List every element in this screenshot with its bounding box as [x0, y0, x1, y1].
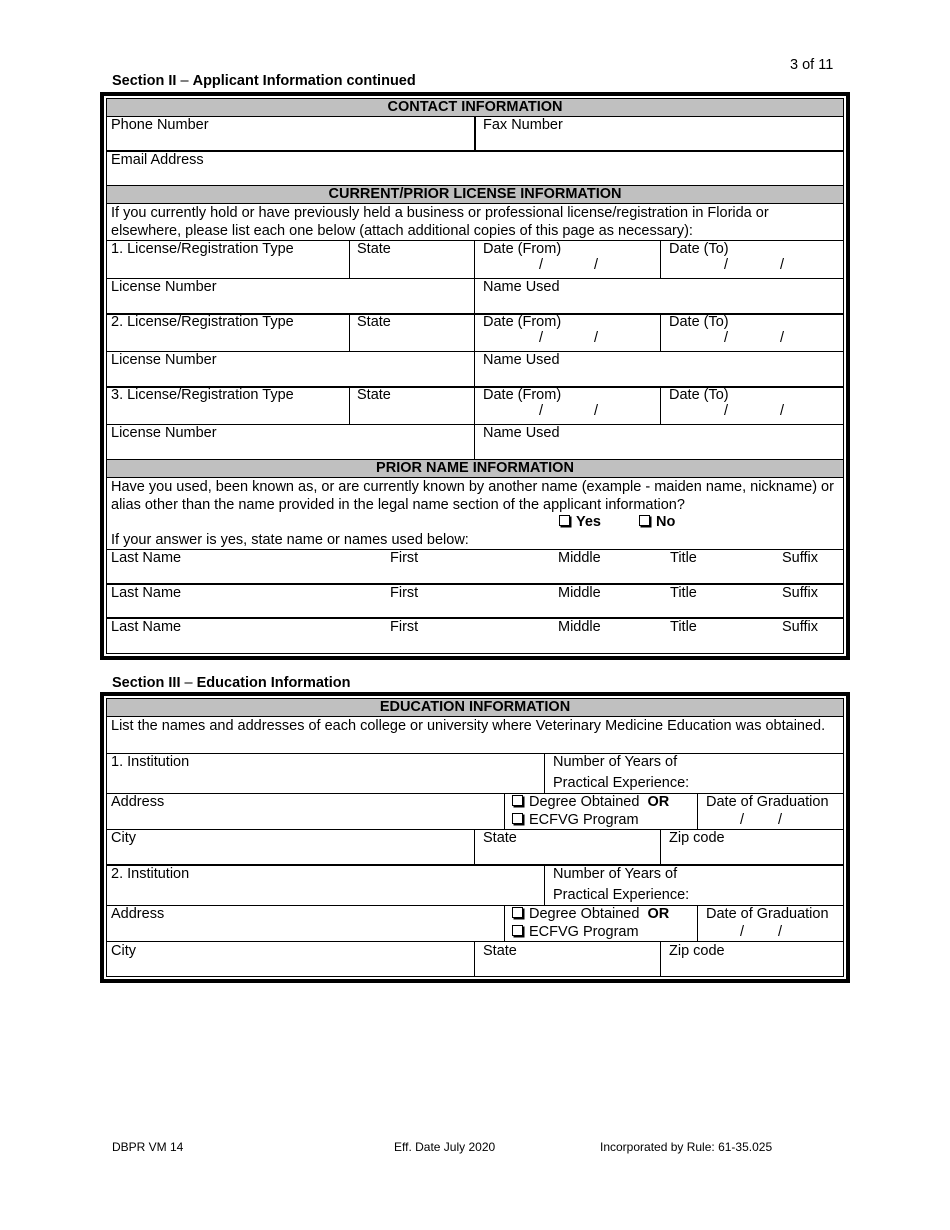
institution-2-years-label: Number of Years of	[553, 866, 678, 882]
license-1-date-to-slash-1: /	[724, 257, 729, 273]
institution-2-label: 2. Institution	[111, 866, 190, 882]
section-3-label: Section III	[112, 675, 181, 691]
institution-2-graduation-label: Date of Graduation	[706, 906, 829, 922]
page-number: 3 of 11	[790, 57, 834, 73]
license-instructions: If you currently hold or have previously held a business or professional license/registration in Florida or elsewhere, please list each one below (attach additional copies of this page as necessary):	[111, 205, 769, 239]
if-yes-instruction: If your answer is yes, state name or names used below:	[111, 532, 469, 548]
license-3-number-label: License Number	[111, 425, 217, 441]
institution-1-graduation-label: Date of Graduation	[706, 794, 829, 810]
section-2-dash: –	[176, 73, 193, 89]
email-address-label: Email Address	[111, 152, 204, 168]
footer-rule: Incorporated by Rule: 61-35.025	[600, 1140, 773, 1154]
license-header: CURRENT/PRIOR LICENSE INFORMATION	[107, 185, 843, 204]
license-3-date-from-label: Date (From)	[483, 387, 562, 403]
institution-1-label: 1. Institution	[111, 754, 190, 770]
name-1-last-label: Last Name	[111, 550, 182, 566]
institution-2-or-label: OR	[647, 906, 670, 922]
license-2-date-to-label: Date (To)	[669, 314, 729, 330]
education-instructions: List the names and addresses of each college or university where Veterinary Medicine Education was obtained.	[111, 718, 826, 734]
license-2-date-from-label: Date (From)	[483, 314, 562, 330]
footer-form-id: DBPR VM 14	[112, 1140, 184, 1154]
institution-2-degree-label: Degree Obtained	[529, 906, 640, 922]
institution-2-address-label: Address	[111, 906, 165, 922]
license-1-date-from-slash-1: /	[539, 257, 544, 273]
institution-2-grad-slash-2: /	[778, 924, 783, 940]
license-3-date-from-slash-1: /	[539, 403, 544, 419]
name-2-last-label: Last Name	[111, 585, 182, 601]
license-2-state-label: State	[357, 314, 391, 330]
license-1-date-from-label: Date (From)	[483, 241, 562, 257]
institution-2-ecfvg-checkbox[interactable]	[512, 924, 639, 941]
institution-2-degree-box[interactable]	[512, 907, 523, 918]
contact-header: CONTACT INFORMATION	[107, 98, 843, 117]
section-2-box	[100, 92, 850, 660]
license-3-state-label: State	[357, 387, 391, 403]
prior-name-question: Have you used, been known as, or are currently known by another name (example - maiden name, nickname) or alias other than the name provided in the legal name section of the applicant information?	[111, 479, 834, 513]
name-1-first-label: First	[390, 550, 419, 566]
name-3-title-label: Title	[670, 619, 697, 635]
license-1-type-label: 1. License/Registration Type	[111, 241, 294, 257]
section-2-label: Section II	[112, 73, 177, 89]
name-2-title-label: Title	[670, 585, 697, 601]
yes-label: Yes	[576, 514, 601, 530]
name-1-suffix-label: Suffix	[782, 550, 819, 566]
section-3-dash: –	[180, 675, 197, 691]
institution-1-practical-label: Practical Experience:	[553, 775, 690, 791]
license-2-date-from-slash-2: /	[594, 330, 599, 346]
no-checkbox[interactable]	[639, 514, 675, 531]
name-2-middle-label: Middle	[558, 585, 601, 601]
institution-1-grad-slash-1: /	[740, 812, 745, 828]
education-header: EDUCATION INFORMATION	[107, 698, 843, 717]
footer-effective-date: Eff. Date July 2020	[394, 1140, 496, 1154]
name-1-title-label: Title	[670, 550, 697, 566]
name-3-middle-label: Middle	[558, 619, 601, 635]
license-1-name-used-label: Name Used	[483, 279, 560, 295]
license-3-date-from-slash-2: /	[594, 403, 599, 419]
license-1-number-label: License Number	[111, 279, 217, 295]
institution-1-degree-box[interactable]	[512, 795, 523, 806]
yes-checkbox[interactable]	[559, 514, 601, 531]
license-3-type-label: 3. License/Registration Type	[111, 387, 294, 403]
institution-1-years-label: Number of Years of	[553, 754, 678, 770]
name-3-first-label: First	[390, 619, 419, 635]
license-3-name-used-label: Name Used	[483, 425, 560, 441]
name-2-first-label: First	[390, 585, 419, 601]
license-2-number-label: License Number	[111, 352, 217, 368]
no-checkbox-box[interactable]	[639, 515, 650, 526]
name-1-middle-label: Middle	[558, 550, 601, 566]
institution-1-degree-label: Degree Obtained	[529, 794, 640, 810]
institution-1-ecfvg-checkbox[interactable]	[512, 812, 639, 829]
phone-number-label: Phone Number	[111, 117, 209, 133]
license-1-state-label: State	[357, 241, 391, 257]
license-2-date-to-slash-2: /	[780, 330, 785, 346]
license-2-type-label: 2. License/Registration Type	[111, 314, 294, 330]
license-3-date-to-label: Date (To)	[669, 387, 729, 403]
license-2-name-used-label: Name Used	[483, 352, 560, 368]
name-3-last-label: Last Name	[111, 619, 182, 635]
institution-1-grad-slash-2: /	[778, 812, 783, 828]
license-1-date-from-slash-2: /	[594, 257, 599, 273]
institution-2-degree-checkbox[interactable]	[512, 906, 669, 923]
license-1-date-to-slash-2: /	[780, 257, 785, 273]
no-label: No	[656, 514, 676, 530]
institution-1-ecfvg-box[interactable]	[512, 813, 523, 824]
section-3-subtitle: Education Information	[196, 675, 351, 691]
institution-2-ecfvg-label: ECFVG Program	[529, 924, 639, 940]
section-2-title	[112, 73, 416, 89]
institution-1-address-label: Address	[111, 794, 165, 810]
name-2-suffix-label: Suffix	[782, 585, 819, 601]
institution-1-or-label: OR	[647, 794, 670, 810]
institution-2-practical-label: Practical Experience:	[553, 887, 690, 903]
yes-checkbox-box[interactable]	[559, 515, 570, 526]
institution-2-state-label: State	[483, 943, 517, 959]
prior-name-header: PRIOR NAME INFORMATION	[107, 459, 843, 478]
section-3-title	[112, 675, 350, 691]
license-3-date-to-slash-1: /	[724, 403, 729, 419]
section-3-inner	[106, 698, 844, 977]
institution-2-ecfvg-box[interactable]	[512, 925, 523, 936]
institution-1-degree-checkbox[interactable]	[512, 794, 669, 811]
institution-2-zip-label: Zip code	[669, 943, 725, 959]
institution-2-grad-slash-1: /	[740, 924, 745, 940]
institution-1-state-label: State	[483, 830, 517, 846]
license-1-date-to-label: Date (To)	[669, 241, 729, 257]
name-3-suffix-label: Suffix	[782, 619, 819, 635]
section-2-subtitle: Applicant Information continued	[192, 73, 416, 89]
institution-2-city-label: City	[111, 943, 136, 959]
institution-1-ecfvg-label: ECFVG Program	[529, 812, 639, 828]
institution-1-city-label: City	[111, 830, 136, 846]
section-2-inner	[106, 98, 844, 654]
section-3-box	[100, 692, 850, 983]
fax-number-label: Fax Number	[483, 117, 563, 133]
license-3-date-to-slash-2: /	[780, 403, 785, 419]
license-2-date-from-slash-1: /	[539, 330, 544, 346]
license-2-date-to-slash-1: /	[724, 330, 729, 346]
institution-1-zip-label: Zip code	[669, 830, 725, 846]
